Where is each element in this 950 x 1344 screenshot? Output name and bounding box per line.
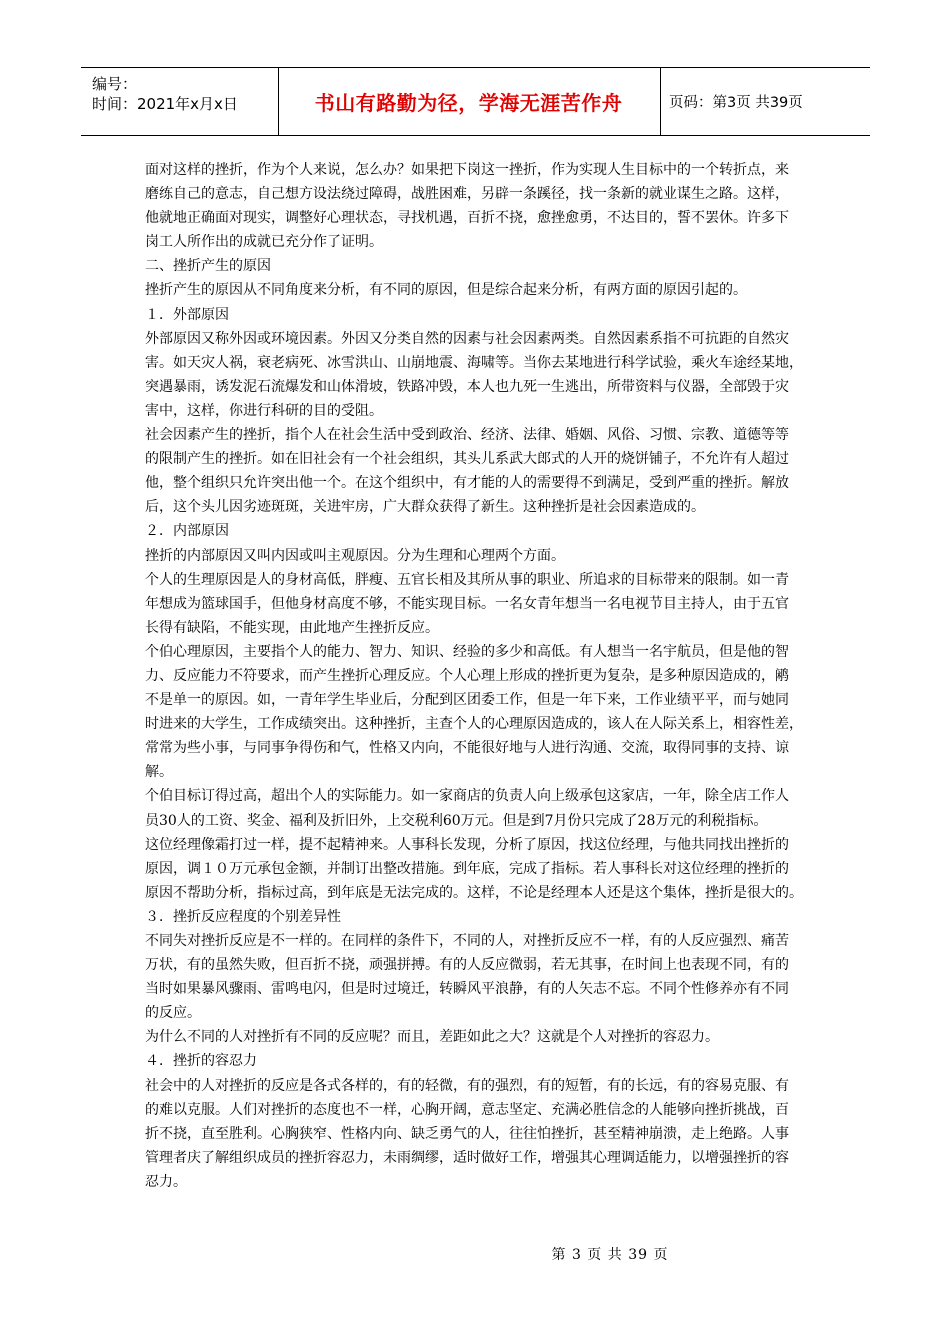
body-text-line: 后，这个头儿因劣迹斑斑，关进牢房，广大群众获得了新生。这种挫折是社会因素造成的。 <box>145 499 705 516</box>
body-text-line: 力、反应能力不符要求，而产生挫折心理反应。个人心理上形成的挫折更为复杂，是多种原因造成的，鹇 <box>145 667 789 684</box>
body-text-line: 突遇暴雨，诱发泥石流爆发和山体滑坡，铁路冲毁，本人也九死一生逃出，所带资料与仪器，全部毁于灾 <box>145 378 789 395</box>
header-meta <box>81 68 278 135</box>
header-motto: 书山有路勤为径，学海无涯苦作舟 <box>314 91 623 115</box>
body-text-line: 折不挠，直至胜利。心胸狭窄、性格内向、缺乏勇气的人，往往怕挫折，甚至精神崩溃，走上绝路。人事 <box>145 1125 789 1142</box>
body-text-line: 管理者庆了解组织成员的挫折容忍力，未雨绸缪，适时做好工作，增强其心理调适能力，以增强挫折的容 <box>145 1149 789 1166</box>
body-text-line: 挫折的内部原因又叫内因或叫主观原因。分为生理和心理两个方面。 <box>145 547 565 564</box>
body-text-line: 万状，有的虽然失败，但百折不挠，顽强拼搏。有的人反应微弱，若无其事，在时间上也表现不同，有的 <box>145 957 789 974</box>
header-page-info: 页码：第3页 共39页 <box>669 95 803 111</box>
body-text-line: 个伯目标订得过高，超出个人的实际能力。如一家商店的负责人向上级承包这家店，一年，除全店工作人 <box>145 788 789 805</box>
body-text-line: 这位经理像霜打过一样，提不起精神来。人事科长发现，分析了原因，找这位经理，与他共同找出挫折的 <box>145 836 789 853</box>
page-footer <box>0 1244 950 1264</box>
body-text-line: 不是单一的原因。如，一青年学生毕业后，分配到区团委工作，但是一年下来，工作业绩平平，而与她同 <box>145 692 789 709</box>
body-text-line: １．外部原因 <box>145 306 229 323</box>
body-text-line: 的难以克服。人们对挫折的态度也不一样，心胸开阔，意志坚定、充满必胜信念的人能够向挫折挑战，百 <box>145 1101 789 1118</box>
body-text-line: 不同失对挫折反应是不一样的。在同样的条件下，不同的人，对挫折反应不一样，有的人反应强烈、痛苦 <box>145 933 789 949</box>
body-text-line: 时进来的大学生，工作成绩突出。这种挫折，主查个人的心理原因造成的，该人在人际关系上，相容性差， <box>145 716 803 733</box>
time-label: 时间：2021年x月x日 <box>92 95 238 113</box>
body-text-line: 挫折产生的原因从不同角度来分析，有不同的原因，但是综合起来分析，有两方面的原因引起的。 <box>145 282 747 299</box>
body-text-line: 磨练自己的意志，自己想方设法绕过障碍，战胜困难，另辟一条蹊径，找一条新的就业谋生之路。这样， <box>145 186 789 203</box>
body-text-line: 的反应。 <box>145 1005 201 1022</box>
body-text-line: 忍力。 <box>145 1173 187 1190</box>
body-text-line: 长得有缺陷，不能实现，由此地产生挫折反应。 <box>145 619 439 636</box>
body-text-line: 当时如果暴风骤雨、雷鸣电闪，但是时过境迁，转瞬风平浪静，有的人矢志不忘。不同个性修养亦有不同 <box>145 981 789 998</box>
body-text-line: ４．挫折的容忍力 <box>145 1053 257 1070</box>
body-text-line: 解。 <box>145 764 173 781</box>
body-text-line: 员30人的工资、奖金、福利及折旧外，上交税利60万元。但是到7月份只完成了28万元的利税指标。 <box>145 812 768 829</box>
body-text-line: 个人的生理原因是人的身材高低，胖瘦、五官长相及其所从事的职业、所追求的目标带来的限制。如一青 <box>145 571 789 588</box>
body-text-line: ２．内部原因 <box>145 523 229 540</box>
body-text-line: 害。如天灾人祸，衰老病死、冰雪洪山、山崩地震、海啸等。当你去某地进行科学试验，乘火车途经某地， <box>145 354 803 371</box>
body-text-line: ３．挫折反应程度的个别差异性 <box>145 908 341 925</box>
body-text-line: 外部原因又称外因或环境因素。外因又分类自然的因素与社会因素两类。自然因素系指不可抗距的自然灾 <box>145 330 789 347</box>
body-text-line: 原因不帮助分析，指标过高，到年底是无法完成的。这样，不论是经理本人还是这个集体，挫折是很大的。 <box>145 884 803 901</box>
body-text-line: 面对这样的挫折，作为个人来说，怎么办？如果把下岗这一挫折，作为实现人生目标中的一个转折点，来 <box>145 162 789 178</box>
body-text-line: 害中，这样，你进行科研的目的受阻。 <box>145 402 383 419</box>
body-text-line: 的限制产生的挫折。如在旧社会有一个社会组织，其头儿系武大郎式的人开的烧饼铺子，不允许有人超过 <box>145 451 789 468</box>
page-header <box>81 67 870 136</box>
body-text-line: 岗工人所作出的成就已充分作了证明。 <box>145 234 383 251</box>
body-text-line: 他，整个组织只允许突出他一个。在这个组织中，有才能的人的需要得不到满足，受到严重的挫折。解放 <box>145 475 789 492</box>
document-body <box>145 158 825 1194</box>
body-text-line: 个伯心理原因，主要指个人的能力、智力、知识、经验的多少和高低。有人想当一名宇航员，但是他的智 <box>145 643 789 660</box>
body-text-line: 常常为些小事，与同事争得伤和气，性格又内向，不能很好地与人进行沟通、交流，取得同事的支持、谅 <box>145 740 789 757</box>
code-label: 编号： <box>92 75 138 93</box>
body-text-line: 二、挫折产生的原因 <box>145 258 271 275</box>
body-text-line: 年想成为篮球国手，但他身材高度不够，不能实现目标。一名女青年想当一名电视节目主持人，由于五官 <box>145 595 789 612</box>
body-text-line: 为什么不同的人对挫折有不同的反应呢？而且，差距如此之大？这就是个人对挫折的容忍力。 <box>145 1029 719 1046</box>
body-text-line: 他就地正确面对现实，调整好心理状态，寻找机遇，百折不挠，愈挫愈勇，不达目的，誓不罢休。许多下 <box>145 210 789 227</box>
body-text-line: 社会中的人对挫折的反应是各式各样的，有的轻微，有的强烈，有的短暂，有的长远，有的容易克服、有 <box>145 1077 789 1094</box>
body-text-line: 原因，调１０万元承包金额，并制订出整改措施。到年底，完成了指标。若人事科长对这位经理的挫折的 <box>145 860 789 877</box>
footer-page-number: 第 3 页 共 39 页 <box>551 1247 669 1263</box>
body-text-line: 社会因素产生的挫折，指个人在社会生活中受到政治、经济、法律、婚姻、风俗、习惯、宗教、道德等等 <box>145 427 789 444</box>
